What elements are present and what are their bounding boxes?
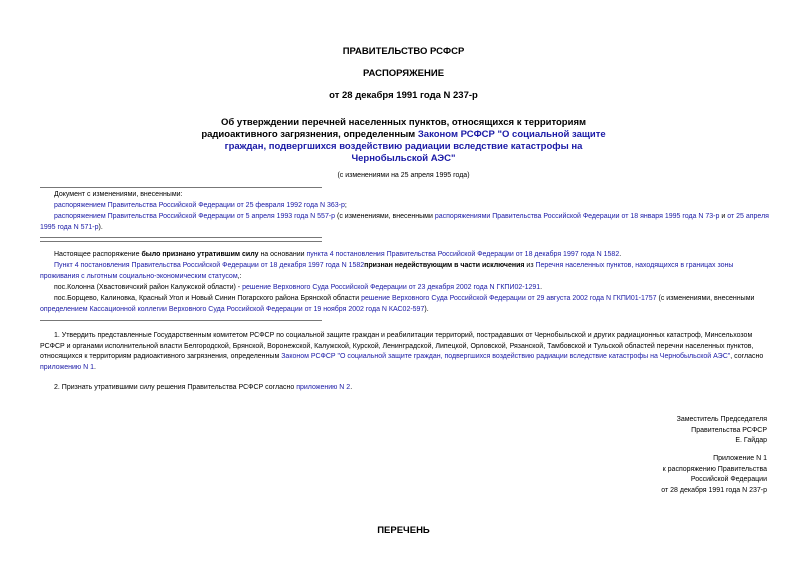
header-doc-type: РАСПОРЯЖЕНИЕ bbox=[362, 68, 445, 79]
status-text: Настоящее распоряжение bbox=[54, 251, 142, 258]
divider bbox=[40, 320, 322, 321]
signature-line-2: Правительства РСФСР bbox=[691, 426, 767, 434]
status-text: пос.Борщево, Калиновка, Красный Угол и Новый Синин Погарского района Брянской области bbox=[54, 295, 362, 302]
header-date-number: от 28 декабря 1991 года N 237-р bbox=[329, 90, 478, 101]
divider bbox=[40, 241, 322, 242]
body-law-link[interactable]: Законом РСФСР "О социальной защите граждан, подвергшихся воздействию радиации вследствие катастрофы на Чернобыльской АЭС" bbox=[281, 353, 731, 360]
appendix-line-3: Российской Федерации bbox=[690, 476, 767, 483]
body-text: . bbox=[350, 384, 353, 391]
appendix-line-2: к распоряжению Правительства bbox=[662, 465, 767, 473]
status-text: . bbox=[619, 251, 622, 258]
body-item-1 bbox=[40, 331, 770, 373]
title-text: Об утверждении перечней населенных пунктов, относящихся к территориям радиоактивного загрязнения, определенным bbox=[201, 117, 587, 140]
appendix-header bbox=[661, 454, 767, 496]
status-bold: было признано утратившим силу bbox=[141, 251, 259, 258]
status-link-5[interactable]: решение Верховного Суда Российской Федерации от 29 августа 2002 года N ГКПИ01-1757 bbox=[361, 295, 657, 302]
status-text: ,: bbox=[237, 272, 242, 280]
change-link-2[interactable]: распоряжением Правительства Российской Федерации от 5 апреля 1993 года N 557-р bbox=[54, 213, 336, 220]
status-link-4[interactable]: решение Верховного Суда Российской Федерации от 23 декабря 2002 года N ГКПИ02-1291 bbox=[242, 284, 541, 291]
status-link-6[interactable]: определением Кассационной коллегии Верховного Суда Российской Федерации от 19 ноября 2002 года N КАС02-597 bbox=[40, 305, 425, 313]
change-tail-1: ; bbox=[344, 202, 347, 209]
change-link-4[interactable]: от 25 апреля 1995 года N 571-р bbox=[40, 213, 769, 231]
changes-intro: Документ с изменениями, внесенными: bbox=[54, 191, 183, 198]
status-para-4 bbox=[40, 294, 770, 315]
body-text: . bbox=[94, 363, 96, 371]
document-title bbox=[200, 117, 607, 165]
status-link-2[interactable]: Пункт 4 постановления Правительства Российской Федерации от 18 декабря 1997 года N 1582 bbox=[54, 262, 365, 269]
status-para-1 bbox=[54, 250, 774, 261]
header-org: ПРАВИТЕЛЬСТВО РСФСР bbox=[342, 46, 465, 57]
status-link-1[interactable]: пункта 4 постановления Правительства Российской Федерации от 18 декабря 1997 года N 1582 bbox=[306, 251, 620, 258]
title-law-link[interactable]: Законом РСФСР "О социальной защите граждан, подвергшихся воздействию радиации вследствие катастрофы на Чернобыльской АЭС" bbox=[224, 129, 606, 164]
change-and: и bbox=[719, 213, 728, 220]
status-text: из bbox=[524, 262, 536, 269]
status-text: пос.Колонна (Хвастовичский район Калужской области) - bbox=[54, 284, 243, 291]
signature-line-3: Е. Гайдар bbox=[735, 437, 767, 444]
body-appendix-1-link[interactable]: приложению N 1 bbox=[40, 363, 95, 371]
change-link-1[interactable]: распоряжением Правительства Российской Федерации от 25 февраля 1992 года N 363-р bbox=[54, 202, 345, 209]
signature-line-1: Заместитель Председателя bbox=[676, 416, 767, 423]
status-text: . bbox=[540, 284, 543, 291]
changes-item-2 bbox=[40, 212, 770, 233]
status-para-3 bbox=[54, 283, 774, 294]
list-title: ПЕРЕЧЕНЬ bbox=[377, 525, 430, 536]
amendments-note: (с изменениями на 25 апреля 1995 года) bbox=[337, 172, 470, 179]
change-mid-2: (с изменениями, внесенными bbox=[335, 213, 435, 220]
signature-block bbox=[677, 415, 767, 447]
body-item-2 bbox=[54, 383, 774, 394]
body-text: , согласно bbox=[730, 353, 764, 360]
body-appendix-2-link[interactable]: приложению N 2 bbox=[296, 384, 351, 391]
body-text: 1. Утвердить представленные Государственным комитетом РСФСР по социальной защите граждан и реабилитации территорий, пострадавших от Чернобыльской и других радиационных катастроф, Минсельхозом РСФСР и органами исполнительной власти Белгородской, Брянской, Воронежской, Калужской, Курской, Ленинградской, Липецкой, Орловской, Рязанской, Тамбовской и Тульской областей перечни населенных пунктов, относящихся к территориям радиоактивного загрязнения, определенным bbox=[40, 332, 754, 360]
body-text: 2. Признать утратившими силу решения Правительства РСФСР согласно bbox=[54, 384, 297, 391]
appendix-line-4: от 28 декабря 1991 года N 237-р bbox=[661, 486, 767, 494]
divider bbox=[40, 237, 322, 238]
status-link-3[interactable]: Перечня населенных пунктов, находящихся в границах зоны проживания с льготным социально-экономическим статусом bbox=[40, 262, 734, 280]
change-tail-2: ). bbox=[98, 223, 103, 231]
status-bold: признан недействующим в части исключения bbox=[364, 262, 525, 269]
appendix-line-1: Приложение N 1 bbox=[713, 455, 767, 462]
status-text: на основании bbox=[258, 251, 307, 258]
changes-item-1 bbox=[54, 201, 774, 212]
divider bbox=[40, 187, 322, 188]
change-link-3[interactable]: распоряжениями Правительства Российской Федерации от 18 января 1995 года N 73-р bbox=[434, 213, 720, 220]
status-text: (с изменениями, внесенными bbox=[656, 295, 755, 302]
status-para-2 bbox=[40, 261, 770, 282]
status-text: ). bbox=[424, 305, 429, 313]
